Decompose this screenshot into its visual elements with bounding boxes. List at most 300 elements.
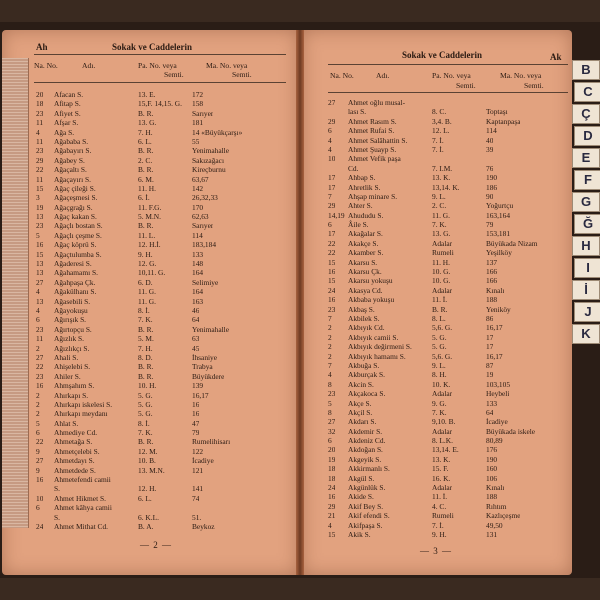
entry-pa-no: 6. L.: [138, 493, 152, 503]
entry-na-no: 19: [328, 454, 336, 464]
entry-na-no: 7: [328, 191, 332, 201]
entry-street-name: Ahşap minare S.: [348, 191, 398, 201]
entry-na-no: 2: [36, 390, 40, 400]
entry-row: [328, 173, 568, 182]
entry-pa-no: B. R.: [138, 108, 154, 118]
entry-na-no: 2: [328, 323, 332, 333]
entry-row: [328, 248, 568, 257]
entry-ma-no: 183,184: [192, 240, 217, 250]
entry-na-no: 6: [328, 436, 332, 446]
entry-pa-no: 11. G.: [138, 287, 156, 297]
entry-ma-no: 16: [192, 399, 200, 409]
entry-ma-no: 190: [486, 454, 498, 464]
entry-street-name: Afşar S.: [54, 118, 79, 128]
entry-row: [34, 99, 290, 108]
entry-ma-no: 172: [192, 90, 204, 99]
entry-street-name: Ağaçlı çeşme S.: [54, 230, 102, 240]
entry-row: [328, 126, 568, 135]
entry-row: [328, 286, 568, 295]
entry-na-no: 22: [328, 248, 336, 258]
entry-na-no: 17: [328, 229, 336, 239]
entry-row: [328, 258, 568, 267]
entry-ma-no: 166: [486, 276, 498, 286]
entry-street-name: Ağaçgrağı S.: [54, 202, 93, 212]
entry-row: [34, 118, 290, 127]
index-tab[interactable]: H: [572, 236, 600, 256]
right-col-ma-no: Ma. No. veya: [500, 71, 542, 80]
entry-row: [34, 362, 290, 371]
entry-street-name: Akbilek S.: [348, 313, 380, 323]
entry-na-no: 16: [36, 381, 44, 391]
entry-na-no: 9: [36, 465, 40, 475]
entry-ma-no: 186: [486, 182, 498, 192]
entry-pa-no: 9. H.: [432, 529, 447, 539]
entry-pa-no: 13. K.: [432, 173, 451, 183]
entry-pa-no: 13. K.: [432, 454, 451, 464]
entry-na-no: 29: [36, 155, 44, 165]
left-page-number: — 2 —: [140, 540, 172, 550]
entry-street-name: Akbıyık Cd.: [348, 323, 385, 333]
left-entry-list: [34, 90, 290, 531]
entry-row: [328, 229, 568, 238]
index-tab[interactable]: Ğ: [574, 214, 600, 234]
left-col-pa-no: Pa. No. veya: [138, 61, 177, 70]
entry-ma-no: 55: [192, 136, 200, 146]
entry-row: [328, 530, 568, 539]
index-tab[interactable]: J: [574, 302, 600, 322]
entry-street-name: Ahretlik S.: [348, 182, 381, 192]
entry-row: [328, 492, 568, 501]
entry-pa-no: B. R.: [138, 146, 154, 156]
entry-street-name: S.: [54, 512, 60, 522]
right-header-rule: [328, 64, 568, 65]
entry-pa-no: 11. F.G.: [138, 202, 162, 212]
entry-ma-no: 160: [486, 464, 498, 474]
entry-street-name: Afiyet S.: [54, 108, 81, 118]
entry-row: [34, 250, 290, 259]
entry-ma-no: 181: [192, 118, 204, 128]
entry-na-no: 11: [36, 174, 44, 184]
entry-na-no: 22: [36, 165, 44, 175]
entry-row: [328, 408, 568, 417]
entry-row: [328, 352, 568, 361]
entry-row: [328, 342, 568, 351]
entry-row: [34, 306, 290, 315]
entry-row: [328, 164, 568, 173]
entry-na-no: 23: [36, 221, 44, 231]
entry-street-name: Akçe S.: [348, 398, 372, 408]
entry-pa-no: 5. G.: [138, 399, 153, 409]
entry-row: [328, 323, 568, 332]
entry-street-name: Akbaba yokuşu: [348, 295, 395, 305]
entry-street-name: Akçil S.: [348, 407, 373, 417]
entry-street-name: Ağababa S.: [54, 136, 89, 146]
entry-ma-no: 39: [486, 144, 494, 154]
entry-ma-no: Yenimahalle: [192, 324, 230, 334]
entry-pa-no: B. R.: [138, 371, 154, 381]
entry-ma-no: 26,32,33: [192, 193, 218, 203]
entry-row: [34, 315, 290, 324]
entry-pa-no: Adalar: [432, 389, 453, 399]
entry-ma-no: Büyükada iskele: [486, 426, 536, 436]
entry-pa-no: 8. L.: [432, 313, 446, 323]
entry-ma-no: Toptaşı: [486, 107, 508, 117]
entry-ma-no: Yeşilköy: [486, 248, 512, 258]
entry-street-name: Akasya Cd.: [348, 285, 383, 295]
entry-na-no: 29: [328, 116, 336, 126]
entry-na-no: 6: [36, 428, 40, 438]
entry-pa-no: 7. K.: [432, 407, 447, 417]
entry-pa-no: 2. C.: [138, 155, 153, 165]
entry-pa-no: 6. D.: [138, 277, 153, 287]
entry-pa-no: 3,4. B.: [432, 116, 452, 126]
entry-street-name: Akcin S.: [348, 379, 374, 389]
left-header-rule: [34, 54, 286, 55]
entry-na-no: 15: [328, 257, 336, 267]
entry-row: [328, 117, 568, 126]
entry-street-name: Ahişelebi S.: [54, 362, 91, 372]
entry-row: [34, 221, 290, 230]
entry-pa-no: 12. H.İ.: [138, 240, 161, 250]
entry-row: [34, 287, 290, 296]
entry-na-no: 18: [36, 99, 44, 109]
entry-pa-no: 7. İ.: [432, 144, 444, 154]
entry-row: [34, 344, 290, 353]
entry-ma-no: 163: [192, 296, 204, 306]
entry-ma-no: 49,50: [486, 520, 503, 530]
entry-pa-no: 11. H.: [432, 257, 450, 267]
entry-street-name: Ağaçlı bostan S.: [54, 221, 103, 231]
entry-na-no: 27: [36, 352, 44, 362]
entry-row: [328, 464, 568, 473]
entry-na-no: 3: [36, 193, 40, 203]
entry-row: [34, 325, 290, 334]
entry-ma-no: 14 «Büyükçarşı»: [192, 127, 243, 137]
right-col-pa-no: Pa. No. veya: [432, 71, 471, 80]
entry-street-name: Ahmet Hikmet S.: [54, 493, 106, 503]
entry-ma-no: 114: [192, 230, 203, 240]
entry-na-no: 22: [36, 362, 44, 372]
entry-pa-no: 5. M.: [138, 334, 154, 344]
entry-street-name: Akarsu yokuşu: [348, 276, 393, 286]
entry-ma-no: 148: [192, 259, 204, 269]
index-tab[interactable]: C: [574, 82, 600, 102]
entry-street-name: Ahırkapı meydanı: [54, 409, 108, 419]
entry-pa-no: B. R.: [138, 221, 154, 231]
entry-ma-no: 64: [486, 407, 494, 417]
entry-pa-no: 9. L.: [432, 191, 446, 201]
entry-row: [328, 295, 568, 304]
entry-street-name: Ahmet oğlu musal-: [348, 98, 406, 107]
entry-pa-no: 11. İ.: [432, 295, 448, 305]
entry-row: [328, 183, 568, 192]
entry-ma-no: Rumelihisarı: [192, 437, 231, 447]
left-colhead-rule: [34, 82, 286, 83]
entry-ma-no: 16,17: [192, 390, 209, 400]
entry-pa-no: Adalar: [432, 238, 453, 248]
entry-row: [328, 98, 568, 107]
entry-row: [328, 417, 568, 426]
entry-na-no: 10: [36, 493, 44, 503]
entry-street-name: Akağalar S.: [348, 229, 383, 239]
entry-na-no: 11: [36, 136, 44, 146]
right-col-semti-2: Semti.: [524, 81, 544, 90]
entry-row: [34, 409, 290, 418]
entry-na-no: 18: [328, 473, 336, 483]
entry-row: [34, 456, 290, 465]
entry-na-no: 18: [328, 464, 336, 474]
entry-pa-no: Adalar: [432, 483, 453, 493]
right-letter-header: Ak: [550, 52, 562, 62]
entry-row: [34, 494, 290, 503]
left-col-semti-2: Semti.: [232, 70, 252, 79]
left-letter-header: Ah: [36, 42, 48, 52]
entry-street-name: Akbuğa S.: [348, 360, 380, 370]
entry-street-name: S.: [54, 484, 60, 494]
entry-ma-no: 19: [486, 370, 494, 380]
entry-pa-no: 5. G.: [138, 409, 153, 419]
entry-street-name: Afacan S.: [54, 90, 84, 99]
entry-pa-no: 13. G.: [138, 118, 157, 128]
index-tab[interactable]: Ç: [572, 104, 600, 124]
entry-pa-no: 7. I.M.: [432, 163, 453, 173]
entry-na-no: 10: [328, 154, 336, 164]
entry-row: [34, 259, 290, 268]
entry-na-no: 32: [328, 426, 336, 436]
index-tab[interactable]: İ: [572, 280, 600, 300]
entry-row: [328, 107, 568, 116]
entry-row: [328, 333, 568, 342]
index-tab[interactable]: D: [574, 126, 600, 146]
entry-street-name: Ahmet Salâhattin S.: [348, 135, 408, 145]
entry-row: [34, 137, 290, 146]
entry-ma-no: 133: [486, 398, 498, 408]
entry-street-name: Ahali S.: [54, 352, 79, 362]
entry-na-no: 6: [328, 220, 332, 230]
entry-pa-no: 9. L.: [432, 360, 446, 370]
left-col-semti: Semti.: [164, 70, 184, 79]
entry-street-name: Ahmet Vefik paşa: [348, 154, 401, 164]
entry-na-no: 15: [328, 529, 336, 539]
entry-row: [34, 484, 290, 493]
entry-pa-no: B. A.: [138, 521, 154, 531]
entry-ma-no: 188: [486, 492, 498, 502]
entry-row: [328, 502, 568, 511]
entry-row: [34, 466, 290, 475]
entry-na-no: 16: [328, 267, 336, 277]
entry-street-name: Akgeyik S.: [348, 454, 382, 464]
entry-street-name: Akarsu S.: [348, 257, 378, 267]
entry-pa-no: 5. G.: [432, 342, 447, 352]
entry-row: [328, 220, 568, 229]
entry-ma-no: 131: [486, 529, 498, 539]
entry-street-name: Ahmetağa S.: [54, 437, 93, 447]
entry-na-no: 21: [328, 511, 336, 521]
entry-street-name: Akif efendi S.: [348, 511, 390, 521]
entry-na-no: 11: [36, 334, 44, 344]
entry-ma-no: İhsaniye: [192, 352, 218, 362]
entry-row: [328, 483, 568, 492]
entry-street-name: Ağırtopçu S.: [54, 324, 92, 334]
entry-pa-no: 16. K.: [432, 473, 451, 483]
entry-na-no: 13: [36, 268, 44, 278]
entry-row: [34, 165, 290, 174]
entry-row: [34, 128, 290, 137]
entry-pa-no: B. R.: [138, 362, 154, 372]
entry-na-no: 23: [36, 371, 44, 381]
entry-pa-no: 12. G.: [138, 259, 157, 269]
entry-na-no: 27: [328, 417, 336, 427]
entry-na-no: 15: [36, 183, 44, 193]
entry-street-name: Akbıyık camii S.: [348, 332, 399, 342]
entry-ma-no: 164: [192, 287, 204, 297]
right-col-adi: Adı.: [376, 71, 390, 80]
entry-na-no: 17: [328, 173, 336, 183]
entry-street-name: Ahmet Rufai S.: [348, 126, 395, 136]
entry-street-name: Ağabayırı S.: [54, 146, 92, 156]
entry-ma-no: 190: [486, 173, 498, 183]
entry-street-name: Akbıyık değirmeni S.: [348, 342, 412, 352]
entry-row: [328, 511, 568, 520]
entry-ma-no: 121: [192, 465, 204, 475]
entry-street-name: Ağa S.: [54, 127, 75, 137]
entry-na-no: 23: [36, 324, 44, 334]
entry-ma-no: 51.: [192, 512, 202, 522]
entry-row: [34, 447, 290, 456]
entry-street-name: Akburçak S.: [348, 370, 385, 380]
entry-row: [34, 353, 290, 362]
right-col-na-no: Na. No.: [330, 71, 354, 80]
entry-ma-no: Beykoz: [192, 521, 215, 531]
entry-pa-no: B. R.: [138, 324, 154, 334]
entry-pa-no: 13,14. K.: [432, 182, 460, 192]
entry-na-no: 23: [36, 146, 44, 156]
entry-na-no: 5: [36, 230, 40, 240]
entry-na-no: 27: [36, 456, 44, 466]
entry-row: [34, 156, 290, 165]
entry-pa-no: 7. K.: [138, 428, 153, 438]
entry-pa-no: 7. İ.: [432, 135, 444, 145]
entry-pa-no: 10. G.: [432, 267, 451, 277]
entry-pa-no: 11. G.: [138, 296, 156, 306]
entry-na-no: 16: [328, 492, 336, 502]
entry-na-no: 20: [328, 445, 336, 455]
entry-ma-no: 141: [192, 484, 204, 494]
entry-street-name: Ahmediye Cd.: [54, 428, 98, 438]
entry-ma-no: 133: [192, 249, 204, 259]
entry-na-no: 6: [328, 126, 332, 136]
entry-street-name: Ahmet Şuayp S.: [348, 144, 397, 154]
entry-na-no: 17: [328, 182, 336, 192]
index-tab[interactable]: I: [574, 258, 600, 278]
entry-street-name: lası S.: [348, 107, 367, 117]
entry-pa-no: 12. H.: [138, 484, 157, 494]
entry-ma-no: 40: [486, 135, 494, 145]
entry-na-no: 13: [36, 212, 44, 222]
index-tab[interactable]: E: [572, 148, 600, 168]
left-col-na-no: Na. No.: [34, 61, 58, 70]
entry-street-name: Ağaderesi S.: [54, 259, 92, 269]
right-colhead-rule: [328, 92, 568, 93]
entry-street-name: Ahmet Rasım S.: [348, 116, 397, 126]
entry-na-no: 2: [328, 351, 332, 361]
index-tab[interactable]: F: [574, 170, 600, 190]
entry-na-no: 20: [36, 90, 44, 99]
entry-ma-no: 45: [192, 343, 200, 353]
entry-row: [34, 240, 290, 249]
entry-na-no: 8: [328, 407, 332, 417]
entry-na-no: 29: [328, 201, 336, 211]
entry-pa-no: 5,6. G.: [432, 351, 453, 361]
entry-na-no: 27: [328, 98, 336, 107]
entry-pa-no: 13. G.: [432, 229, 451, 239]
entry-na-no: 29: [328, 501, 336, 511]
entry-pa-no: 2. C.: [432, 201, 447, 211]
entry-street-name: Ahududu S.: [348, 210, 384, 220]
entry-row: [34, 513, 290, 522]
entry-street-name: Akide S.: [348, 492, 374, 502]
entry-pa-no: 9,10. B.: [432, 417, 456, 427]
index-tab[interactable]: B: [572, 60, 600, 80]
entry-row: [34, 475, 290, 484]
entry-na-no: 23: [328, 389, 336, 399]
entry-street-name: Ağakülhanı S.: [54, 287, 97, 297]
entry-row: [328, 305, 568, 314]
entry-row: [328, 399, 568, 408]
entry-pa-no: 11. H.: [138, 183, 156, 193]
entry-na-no: 23: [328, 304, 336, 314]
entry-street-name: Akgül S.: [348, 473, 375, 483]
index-tab[interactable]: K: [572, 324, 600, 344]
entry-row: [34, 391, 290, 400]
entry-pa-no: Rumeli: [432, 248, 454, 258]
entry-row: [328, 145, 568, 154]
entry-street-name: Akakçe S.: [348, 238, 379, 248]
entry-pa-no: 8. L.K.: [432, 436, 453, 446]
entry-row: [328, 361, 568, 370]
entry-na-no: 2: [328, 342, 332, 352]
entry-row: [34, 428, 290, 437]
entry-pa-no: Rumeli: [432, 511, 454, 521]
index-tab[interactable]: G: [572, 192, 600, 212]
entry-row: [34, 193, 290, 202]
entry-street-name: Akifpaşa S.: [348, 520, 383, 530]
entry-pa-no: 8. İ.: [138, 418, 150, 428]
entry-ma-no: 64: [192, 315, 200, 325]
entry-pa-no: 11. G.: [432, 210, 450, 220]
right-running-title: Sokak ve Caddelerin: [402, 50, 483, 60]
entry-ma-no: Sarıyer: [192, 108, 214, 118]
entry-street-name: Ağaçeşmesi S.: [54, 193, 98, 203]
entry-ma-no: 63,67: [192, 174, 209, 184]
entry-street-name: Ağaçayırı S.: [54, 174, 91, 184]
entry-street-name: Ağaç köprü S.: [54, 240, 97, 250]
entry-pa-no: B. R.: [138, 437, 154, 447]
entry-street-name: Akik S.: [348, 529, 371, 539]
entry-ma-no: 87: [486, 360, 494, 370]
entry-ma-no: 166: [486, 267, 498, 277]
entry-na-no: 7: [328, 313, 332, 323]
entry-street-name: Ağızlık S.: [54, 334, 84, 344]
entry-street-name: Âile S.: [348, 220, 369, 230]
entry-na-no: 16: [36, 475, 44, 485]
entry-pa-no: 7. K.: [138, 315, 153, 325]
entry-pa-no: 7. İ.: [432, 520, 444, 530]
entry-pa-no: 5. G.: [138, 390, 153, 400]
entry-row: [34, 203, 290, 212]
entry-row: [328, 445, 568, 454]
entry-street-name: Akbaş S.: [348, 304, 375, 314]
